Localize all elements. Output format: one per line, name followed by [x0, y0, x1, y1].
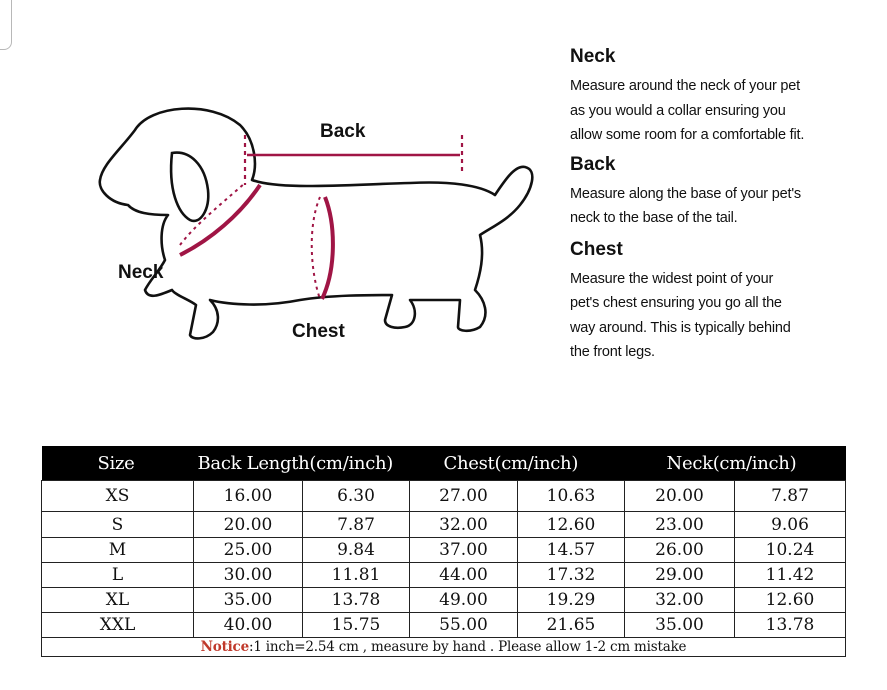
neck-cm-cell: 20.00: [625, 481, 735, 512]
back-cm-cell: 25.00: [194, 538, 303, 563]
back-inch-cell: 13.78: [303, 588, 410, 613]
back-inch-cell: 15.75: [303, 613, 410, 638]
chest-inch-cell: 19.29: [518, 588, 625, 613]
chest-inch-cell: 10.63: [518, 481, 625, 512]
table-header-row: [42, 446, 846, 481]
neck-inch-cell: 11.42: [735, 563, 846, 588]
notice-cell: [42, 638, 846, 657]
chest-inch-cell: 21.65: [518, 613, 625, 638]
neck-cm-cell: 35.00: [625, 613, 735, 638]
back-cm-cell: 16.00: [194, 481, 303, 512]
table-row: [42, 538, 846, 563]
chest-cm-cell: 32.00: [410, 512, 518, 538]
back-label: Back: [320, 121, 366, 142]
back-heading: Back: [570, 153, 616, 175]
back-instruction: [570, 154, 870, 231]
header-back-length: Back Length(cm/inch): [194, 446, 410, 481]
chest-cm-cell: 37.00: [410, 538, 518, 563]
notice-row: [42, 638, 846, 657]
chest-inch-cell: 14.57: [518, 538, 625, 563]
neck-text: Measure around the neck of your pet as you would a collar ensuring you allow some room for a comfortable fit.: [570, 78, 805, 143]
back-cm-cell: 35.00: [194, 588, 303, 613]
chest-cm-cell: 55.00: [410, 613, 518, 638]
neck-inch-cell: 12.60: [735, 588, 846, 613]
dog-measurement-diagram: [80, 95, 550, 395]
chest-inch-cell: 12.60: [518, 512, 625, 538]
table-row: [42, 613, 846, 638]
size-cell: L: [42, 563, 194, 588]
window-corner: [0, 0, 12, 50]
neck-cm-cell: 23.00: [625, 512, 735, 538]
size-cell: M: [42, 538, 194, 563]
back-cm-cell: 30.00: [194, 563, 303, 588]
back-inch-cell: 9.84: [303, 538, 410, 563]
back-cm-cell: 20.00: [194, 512, 303, 538]
table-row: [42, 512, 846, 538]
neck-inch-cell: 10.24: [735, 538, 846, 563]
dog-outline-icon: [80, 95, 550, 395]
measurement-instructions: [570, 46, 870, 371]
chest-cm-cell: 27.00: [410, 481, 518, 512]
size-cell: XXL: [42, 613, 194, 638]
header-size: Size: [42, 446, 194, 481]
notice-label: Notice: [200, 639, 249, 655]
header-chest: Chest(cm/inch): [410, 446, 625, 481]
size-chart-table: [41, 446, 846, 657]
table-row: [42, 481, 846, 512]
chest-text: Measure the widest point of your pet's chest ensuring you go all the way around. This is typically behind the front legs.: [570, 270, 791, 360]
neck-label: Neck: [118, 262, 164, 283]
chest-instruction: [570, 239, 870, 365]
chest-cm-cell: 49.00: [410, 588, 518, 613]
back-text: Measure along the base of your pet's neck to the base of the tail.: [570, 185, 801, 226]
header-neck: Neck(cm/inch): [625, 446, 846, 481]
neck-instruction: [570, 46, 870, 148]
table-row: [42, 588, 846, 613]
neck-inch-cell: 13.78: [735, 613, 846, 638]
chest-heading: Chest: [570, 238, 623, 260]
size-cell: S: [42, 512, 194, 538]
neck-heading: Neck: [570, 46, 616, 67]
neck-inch-cell: 7.87: [735, 481, 846, 512]
neck-cm-cell: 32.00: [625, 588, 735, 613]
neck-cm-cell: 29.00: [625, 563, 735, 588]
table-row: [42, 563, 846, 588]
size-cell: XL: [42, 588, 194, 613]
chest-label: Chest: [292, 321, 345, 342]
neck-inch-cell: 9.06: [735, 512, 846, 538]
chest-inch-cell: 17.32: [518, 563, 625, 588]
back-inch-cell: 11.81: [303, 563, 410, 588]
back-inch-cell: 6.30: [303, 481, 410, 512]
neck-cm-cell: 26.00: [625, 538, 735, 563]
back-inch-cell: 7.87: [303, 512, 410, 538]
chest-cm-cell: 44.00: [410, 563, 518, 588]
notice-text: :1 inch=2.54 cm , measure by hand . Please allow 1-2 cm mistake: [248, 639, 687, 655]
size-cell: XS: [42, 481, 194, 512]
back-cm-cell: 40.00: [194, 613, 303, 638]
